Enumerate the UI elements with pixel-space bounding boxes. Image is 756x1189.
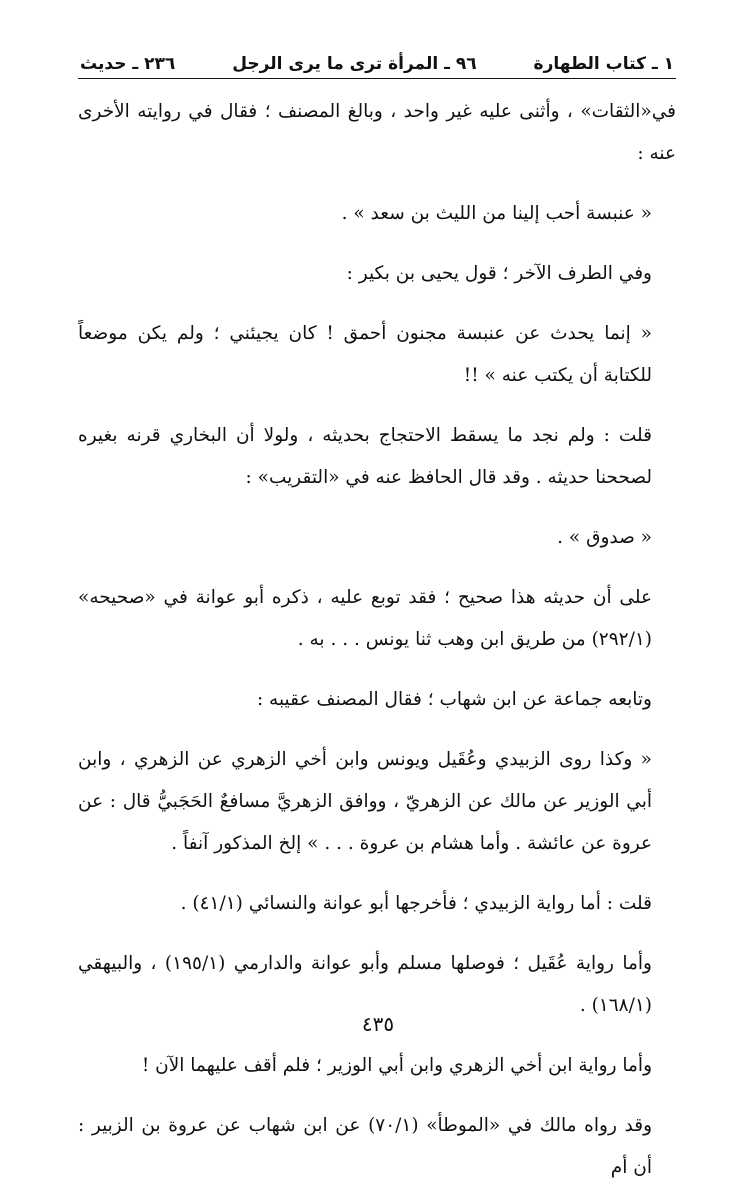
page-number: ٤٣٥ xyxy=(361,1012,395,1036)
header-rule xyxy=(78,78,676,79)
header-chapter-title: ٩٦ ـ المرأة ترى ما يرى الرجل xyxy=(232,54,477,74)
paragraph: قلت : ولم نجد ما يسقط الاحتجاج بحديثه ، ولولا أن البخاري قرنه بغيره لصححنا حديثه . وقد قال الحافظ عنه في «التقريب» : xyxy=(78,425,652,488)
paragraph: وأما رواية ابن أخي الزهري وابن أبي الوزير ؛ فلم أقف عليهما الآن ! xyxy=(141,1055,652,1076)
paragraph: وقد رواه مالك في «الموطأ» (٧٠/١) عن ابن شهاب عن عروة بن الزبير : أن أم xyxy=(78,1115,653,1178)
quote-paragraph: « عنبسة أحب إلينا من الليث بن سعد » . xyxy=(341,203,652,224)
header-book-title: ١ ـ كتاب الطهارة xyxy=(533,54,674,74)
paragraph: على أن حديثه هذا صحيح ؛ فقد توبع عليه ، ذكره أبو عوانة في «صحيحه» (٢٩٢/١) من طريق ابن وهب ثنا يونس . . . به . xyxy=(78,587,652,650)
quote-paragraph: « صدوق » . xyxy=(557,527,652,548)
paragraph: وفي الطرف الآخر ؛ قول يحيى بن بكير : xyxy=(346,263,652,284)
quote-paragraph: « وكذا روى الزبيدي وعُقَيل ويونس وابن أخي الزهري عن الزهري ، وابن أبي الوزير عن مالك عن الزهريّ ، ووافق الزهريَّ مسافعٌ الحَجَبيُّ قال : عن عروة عن عائشة . وأما هشام بن عروة . . . » إلخ المذكور آنفاً . xyxy=(78,749,652,854)
running-header xyxy=(78,44,676,74)
paragraph: في«الثقات» ، وأثنى عليه غير واحد ، وبالغ المصنف ؛ فقال في روايته الأخرى عنه : xyxy=(78,101,676,164)
quote-paragraph: « إنما يحدث عن عنبسة مجنون أحمق ! كان يجيئني ؛ ولم يكن موضعاً للكتابة أن يكتب عنه » !! xyxy=(78,323,652,386)
header-hadith-number: ٢٣٦ ـ حديث xyxy=(80,54,176,74)
paragraph: وأما رواية عُقَيل ؛ فوصلها مسلم وأبو عوانة والدارمي (١٩٥/١) ، والبيهقي (١٦٨/١) . xyxy=(78,953,652,1016)
paragraph: وتابعه جماعة عن ابن شهاب ؛ فقال المصنف عقيبه : xyxy=(256,689,652,710)
paragraph: قلت : أما رواية الزبيدي ؛ فأخرجها أبو عوانة والنسائي (٤١/١) . xyxy=(180,893,652,914)
